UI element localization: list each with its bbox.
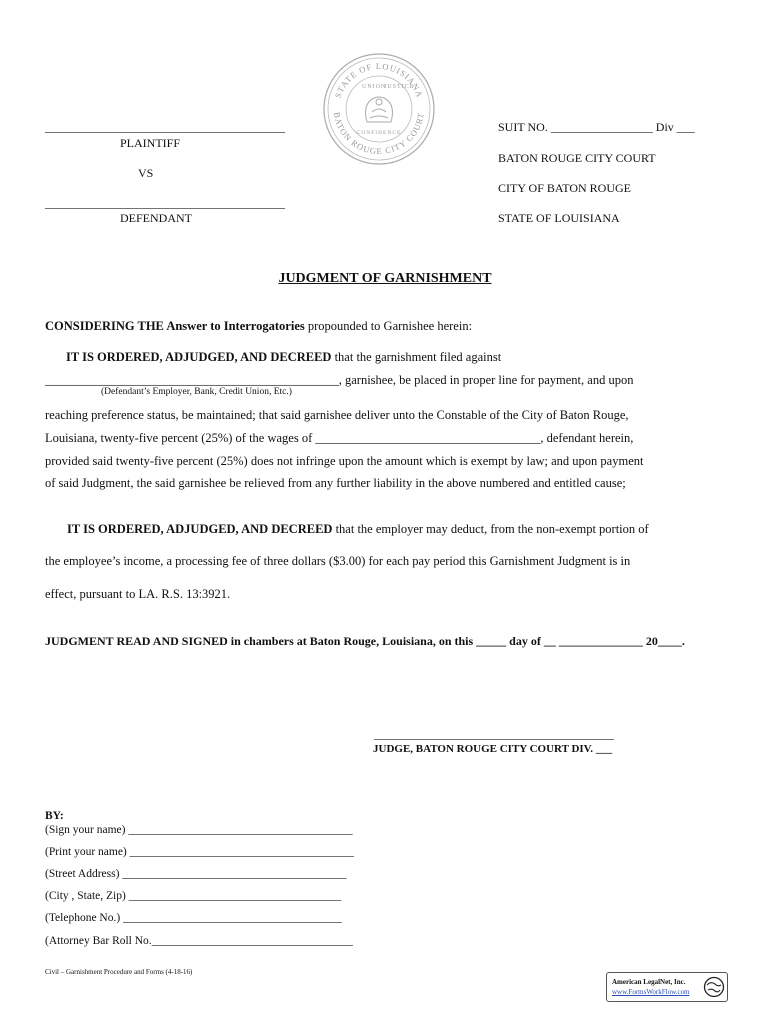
ordered1-line6: of said Judgment, the said garnishee be relieved from any further liability in the above numbered and entitled cause; xyxy=(45,476,626,490)
street-address-field[interactable]: (Street Address) _______________________________________ xyxy=(45,868,347,880)
considering-paragraph xyxy=(45,315,472,338)
seal-confidence: CONFIDENCE xyxy=(356,130,402,136)
signed-date-line[interactable]: JUDGMENT READ AND SIGNED in chambers at Baton Rouge, Louisiana, on this _____ day of __ ______________ 20____. xyxy=(45,634,685,648)
seal-top-text: STATE OF LOUISIANA xyxy=(332,60,426,100)
document-title: JUDGMENT OF GARNISHMENT xyxy=(278,271,492,286)
globe-icon xyxy=(703,976,725,998)
state-name: STATE OF LOUISIANA xyxy=(498,211,620,225)
court-seal xyxy=(322,52,436,166)
considering-bold: CONSIDERING THE Answer to Interrogatories xyxy=(45,319,305,333)
court-name: BATON ROUGE CITY COURT xyxy=(498,151,656,165)
ordered1-line3: reaching preference status, be maintained; that said garnishee deliver unto the Constable of the City of Baton Rouge, xyxy=(45,408,629,422)
wages-field-line[interactable]: Louisiana, twenty-five percent (25%) of the wages of ____________________________________, defendant herein, xyxy=(45,431,634,445)
bar-roll-field[interactable]: (Attorney Bar Roll No.___________________________________ xyxy=(45,935,353,947)
seal-union: UNION xyxy=(362,84,387,90)
ordered1-line1 xyxy=(66,346,501,369)
footer-form-id: Civil – Garnishment Procedure and Forms (4-18-16) xyxy=(45,968,193,976)
sign-name-field[interactable]: (Sign your name) _______________________________________ xyxy=(45,824,353,836)
plaintiff-label: PLAINTIFF xyxy=(120,136,181,150)
garnishee-hint: (Defendant’s Employer, Bank, Credit Union, Etc.) xyxy=(101,387,292,397)
ordered2-line3: effect, pursuant to LA. R.S. 13:3921. xyxy=(45,587,231,601)
ordered2-line1 xyxy=(67,518,649,541)
logo-url[interactable]: www.FormsWorkFlow.com xyxy=(612,988,690,996)
ordered2-rest: that the employer may deduct, from the non-exempt portion of xyxy=(332,522,649,536)
city-state-zip-field[interactable]: (City , State, Zip) _____________________________________ xyxy=(45,890,342,902)
judge-signature-line[interactable]: ________________________________________ xyxy=(374,727,614,741)
defendant-line[interactable]: ________________________________________ xyxy=(45,196,285,210)
svg-text:STATE OF LOUISIANA xyxy=(333,61,426,99)
seal-justice: JUSTICE xyxy=(384,84,415,90)
plaintiff-line[interactable]: ________________________________________ xyxy=(45,120,285,134)
vs-label: VS xyxy=(138,166,154,180)
legalnet-logo xyxy=(606,972,728,1002)
defendant-label: DEFENDANT xyxy=(120,211,192,225)
ordered1-line5: provided said twenty-five percent (25%) does not infringe upon the amount which is exempt by law; and upon payment xyxy=(45,454,644,468)
print-name-field[interactable]: (Print your name) _______________________________________ xyxy=(45,846,354,858)
ordered2-line2: the employee’s income, a processing fee of three dollars ($3.00) for each pay period this Garnishment Judgment is in xyxy=(45,554,631,568)
by-label: BY: xyxy=(45,810,64,822)
ordered1-rest: that the garnishment filed against xyxy=(331,350,502,364)
suit-number-field[interactable]: SUIT NO. _________________ Div ___ xyxy=(498,120,695,134)
considering-rest: propounded to Garnishee herein: xyxy=(304,319,473,333)
garnishee-field-line[interactable]: _______________________________________________, garnishee, be placed in proper line for payment, and upon xyxy=(45,373,634,387)
seal-bottom-text: BATON ROUGE CITY COURT xyxy=(332,111,426,157)
city-name: CITY OF BATON ROUGE xyxy=(498,181,632,195)
judge-label: JUDGE, BATON ROUGE CITY COURT DIV. ___ xyxy=(373,743,613,755)
pelican-icon xyxy=(366,97,393,122)
ordered1-bold: IT IS ORDERED, ADJUDGED, AND DECREED xyxy=(66,350,332,364)
ordered2-bold: IT IS ORDERED, ADJUDGED, AND DECREED xyxy=(67,522,333,536)
telephone-field[interactable]: (Telephone No.) ______________________________________ xyxy=(45,912,342,924)
logo-company: American LegalNet, Inc. xyxy=(612,978,686,986)
